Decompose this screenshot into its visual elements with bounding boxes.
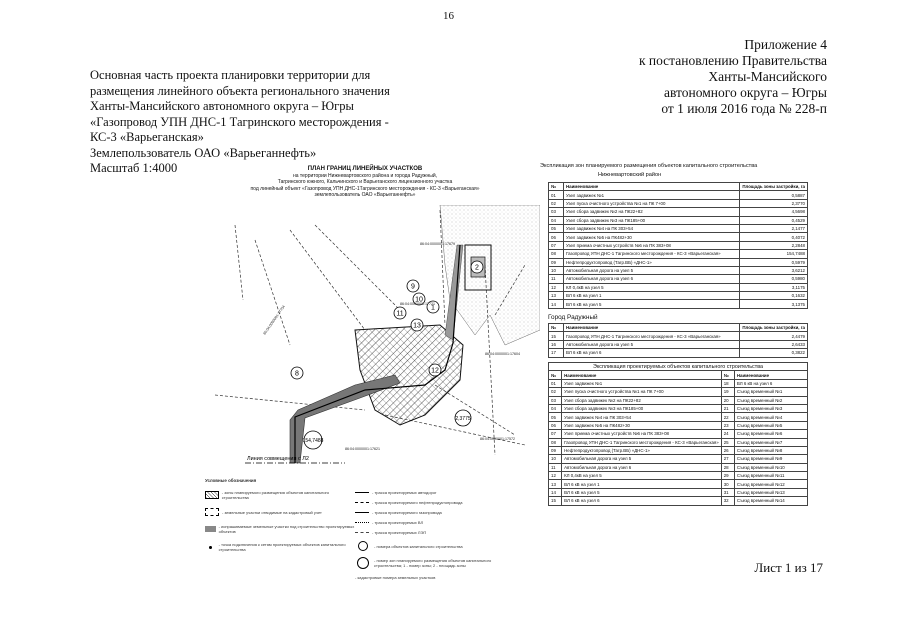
table-cell: 17 [549,349,564,357]
table-cell: Газопровод УПН ДНС-1 Тагринского месторождения - КС-3 «Варьеганская» [564,250,740,258]
table-cell: 12 [549,283,564,291]
project-line: Масштаб 1:4000 [90,161,178,175]
table-cell: Съезд временный №9 [734,455,807,463]
table-cell: 21 [721,404,734,412]
table-cell: Автомобильная дорога на узел 5 [562,455,722,463]
table-cell: 2,3770 [740,199,808,207]
table-row [549,332,808,340]
table-cell: Съезд временный №11 [734,472,807,480]
table-cell: 27 [721,455,734,463]
table-cell: 30 [721,480,734,488]
table-row [549,430,808,438]
site-plan-map [195,205,540,475]
table-row [549,413,808,421]
table-cell: 02 [549,388,562,396]
table-cell: Съезд временный №7 [734,438,807,446]
table-cell: 15 [549,332,564,340]
table-cell: 09 [549,258,564,266]
cadastral-label: 86:04:0000001:17604 [485,352,520,356]
table-cell: 2,1477 [740,224,808,232]
project-description [90,68,390,177]
table-cell: Газопровод УПН ДНС-1 Тагринского месторождения - КС-3 «Варьеганская» [562,438,722,446]
legend-swatch-zone [205,491,219,499]
table-row [549,480,808,488]
table-row [549,191,808,199]
legend-item: - испрашиваемые земельные участки под строительство проектируемых объектов [205,524,355,534]
legend-item: - трасса проектируемых автодорог [355,490,535,495]
table-cell: 13 [549,292,564,300]
cadastral-label: 86:04:0000001:17754 [262,304,286,336]
project-line: Ханты-Мансийского автономного округа – Югры [90,99,354,113]
table-cell: Узел сбора задвижек №2 на ПК22+82 [562,396,722,404]
table-cell: 0,5887 [740,191,808,199]
table-cell: ВЛ 6 кВ на узел 5 [562,488,722,496]
table-caption-row: Экспликация проектируемых объектов капитального строительства [549,363,808,371]
table-cell: 03 [549,208,564,216]
table-cell: 0,4529 [740,216,808,224]
table-header-row: № Наименование № Наименование [549,371,808,379]
table-cell: Газопровод УПН ДНС-1 Тагринского месторождения - КС-3 «Варьеганская» [564,332,740,340]
table-cell: 154,7488 [740,250,808,258]
table-cell: 0,5980 [740,275,808,283]
table-cell: 2,2848 [740,241,808,249]
table-row [549,497,808,505]
table-cell: ВЛ 6 кВ на узел 5 [564,300,740,308]
table-row [549,241,808,249]
table-cell: 07 [549,430,562,438]
legend-swatch-object-number [358,541,368,551]
legend-swatch-power-line [355,522,369,523]
table-cell: ВЛ 6 кВ на узел 1 [564,292,740,300]
table-cell: 22 [721,413,734,421]
table-cell: Съезд временный №8 [734,446,807,454]
table-cell: 3,6212 [740,266,808,274]
legend-item: - номер зон планируемого размещения объектов капитального строительства; 1 - номер зоны; 2 - площадь зоны [355,557,535,569]
legend-swatch-oil-pipeline [355,502,369,503]
table-cell: 06 [549,233,564,241]
legend-swatch-lep [355,532,369,533]
table-cell: Узел пуска очистного устройства №1 на ПК 7+00 [564,199,740,207]
table-row [549,404,808,412]
table-cell: 05 [549,413,562,421]
table-cell: 07 [549,241,564,249]
legend-title: Условные обозначения [205,478,257,483]
table-cell: Съезд временный №10 [734,463,807,471]
table-row [549,438,808,446]
legend-item: - трасса проектируемого нефтепродуктопровода [355,500,535,505]
legend-item: - трасса проектируемых ВЛ [355,520,535,525]
legend-swatch-point [209,546,212,549]
table-cell: 04 [549,216,564,224]
legend-swatch-gas-pipeline [355,512,369,513]
legend-item: - номера объектов капитального строительства [355,541,535,551]
legend-item: - кадастровые номера земельных участков [355,575,436,580]
table-cell: ВЛ 6 кВ на узел 1 [562,480,722,488]
cadastral-label: 86:04:0000001:17721 [400,302,435,306]
table-cell: 14 [549,300,564,308]
table-cell: Узел сбора задвижек №3 на ПК185+00 [562,404,722,412]
table-cell: 2,4479 [740,332,808,340]
zone-area-badge [455,410,471,426]
cadastral-label: 86:04:0000001:17572 [480,437,515,441]
svg-text:10: 10 [415,296,423,304]
table-row [549,472,808,480]
object-marker [291,367,303,379]
sheet-label: Лист 1 из 17 [754,560,823,575]
appendix-line: Приложение 4 [744,37,827,52]
table-cell: ВЛ 6 кВ на узел 6 [564,349,740,357]
table-row [549,379,808,387]
svg-text:154,7488: 154,7488 [302,438,324,444]
table-row [549,340,808,348]
table-cell: 06 [549,421,562,429]
table-cell: 23 [721,421,734,429]
table-cell: Съезд временный №4 [734,413,807,421]
map-subtitle: на территории Нижневартовского района и города Радужный, [292,172,438,179]
svg-text:2: 2 [475,264,479,272]
object-marker [394,307,406,319]
table-cell: 04 [549,404,562,412]
table-row [549,463,808,471]
map-subtitle: Тагринского южного, Кальчинского и Варьеганского лицензионного участка [277,179,453,186]
object-marker [471,261,483,273]
table-cell: Съезд временный №6 [734,430,807,438]
table-row [549,208,808,216]
object-marker [411,319,423,331]
table-cell: 3,1375 [740,300,808,308]
table-cell: 31 [721,488,734,496]
table-cell: 08 [549,438,562,446]
table-row [549,250,808,258]
legend-item: - трасса проектируемого газопровода [355,510,535,515]
legend [205,478,535,608]
table-header-row: № Наименование Площадь зоны застройки, га [549,183,808,191]
table-row [549,300,808,308]
zone-hatched-overlay [355,322,463,425]
table-cell: 05 [549,224,564,232]
objects-table [548,362,808,506]
table-cell: Съезд временный №5 [734,421,807,429]
table-cell: Узел приема очистных устройств №6 на ПК 383+08 [564,241,740,249]
appendix-block [597,37,827,117]
legend-swatch-zone-number [357,557,369,569]
table-cell: Узел пуска очистного устройства №1 на ПК 7+00 [562,388,722,396]
legend-swatch-road [355,492,369,493]
table-cell: Автомобильная дорога на узел 5 [564,340,740,348]
table-cell: 26 [721,446,734,454]
table-row [549,349,808,357]
object-marker [429,364,441,376]
table-cell: Узел сбора задвижек №3 на ПК185+00 [564,216,740,224]
project-line: «Газопровод УПН ДНС-1 Тагринского месторождения - [90,114,389,129]
table-cell: Автомобильная дорога на узел 5 [564,266,740,274]
map-title-block [240,166,490,199]
appendix-line: от 1 июля 2016 года № 228-п [661,101,827,116]
table-cell: Съезд временный №12 [734,480,807,488]
table-cell: 12 [549,472,562,480]
table-cell: 32 [721,497,734,505]
svg-text:11: 11 [396,310,404,318]
table-header-row: № Наименование Площадь зоны застройки, га [549,324,808,332]
table-cell: 18 [721,379,734,387]
table-row [549,396,808,404]
table-cell: 3,1175 [740,283,808,291]
table1-caption: Экспликация зон планируемого размещения объектов капитального строительства [540,163,758,169]
table-row [549,488,808,496]
svg-text:13: 13 [413,322,421,330]
table-cell: Узел приема очистных устройств №6 на ПК 383+08 [562,430,722,438]
table-cell: 0,4072 [740,233,808,241]
table-row [549,292,808,300]
table-cell: 25 [721,438,734,446]
table-row [549,233,808,241]
table-cell: 29 [721,472,734,480]
table-cell: 16 [549,340,564,348]
table-cell: Нефтепродуктопровод (Тагр.ВБ) «ДНС-1» [564,258,740,266]
table-cell: 10 [549,455,562,463]
table-cell: 11 [549,275,564,283]
table-cell: Съезд временный №2 [734,396,807,404]
table-cell: Съезд временный №1 [734,388,807,396]
table-cell: 10 [549,266,564,274]
svg-text:9: 9 [411,283,415,291]
map-title: ПЛАН ГРАНИЦ ЛИНЕЙНЫХ УЧАСТКОВ [307,166,423,172]
table-cell: Автомобильная дорога на узел 6 [564,275,740,283]
table-cell: 24 [721,430,734,438]
cadastral-label: 86:04:0000001:17621 [345,447,380,451]
table-row [549,199,808,207]
zones-table-city [548,323,808,358]
table-row [549,275,808,283]
zone-area-badge [303,431,324,449]
cadastral-label: 86:04:0000001:17679 [420,242,455,246]
table-cell: Узел задвижек №4 на ПК 303+54 [564,224,740,232]
project-line: КС-3 «Варьеганская» [90,130,204,144]
table-cell: 08 [549,250,564,258]
map-subtitle: землепользователь ОАО «Варьеганнефть» [314,192,416,199]
table-cell: Узел задвижек №5 на ПК482+30 [564,233,740,241]
appendix-line: автономного округа – Югры [664,85,827,100]
table-row [549,421,808,429]
legend-swatch-cadastral [205,508,219,516]
page-number: 16 [443,10,454,22]
table-cell: 4,5698 [740,208,808,216]
map-subtitle: под линейный объект «Газопровод УПН ДНС-1Тагринского месторождения - КС-3 «Варьеганская» [250,185,480,192]
project-line: размещения линейного объекта регионального значения [90,83,390,98]
table-row [549,216,808,224]
table-cell: 15 [549,497,562,505]
table-cell: 11 [549,463,562,471]
table-cell: Узел задвижек №1 [562,379,722,387]
table-cell: 0,3822 [740,349,808,357]
table1-region: Нижневартовский район [598,172,662,178]
appendix-line: Ханты-Мансийского [708,69,827,84]
table-row [549,266,808,274]
zones-table-district [548,182,808,309]
table-row [549,224,808,232]
table-cell: 01 [549,379,562,387]
table-cell: 19 [721,388,734,396]
table-cell: Узел задвижек №1 [564,191,740,199]
table-cell: 01 [549,191,564,199]
project-line: Основная часть проекта планировки территории для [90,68,371,82]
object-marker [407,280,419,292]
legend-item: - трасса проектируемых ЛЭП [355,530,535,535]
table-row [549,258,808,266]
table-cell: Узел сбора задвижек №2 на ПК22+82 [564,208,740,216]
table-row [549,455,808,463]
combine-line-label: Линия совмещения с Л2 [247,456,309,462]
table-cell: 28 [721,463,734,471]
appendix-line: к постановлению Правительства [638,53,827,68]
table-cell: 02 [549,199,564,207]
project-line: Землепользователь ОАО «Варьеганнефть» [90,145,317,160]
table-cell: Съезд временный №14 [734,497,807,505]
table-cell: ВЛ 6 кВ на узел 6 [734,379,807,387]
table-cell: 0,5979 [740,258,808,266]
legend-item: - точка подключения к сетям проектируемых объектов капитального строительства [205,542,355,552]
svg-text:12: 12 [431,367,439,375]
table2-caption: Город Радужный [548,314,598,321]
svg-text:8: 8 [295,370,299,378]
svg-text:1: 1 [431,304,435,312]
table-cell: Съезд временный №3 [734,404,807,412]
table-cell: ВЛ 6 кВ на узел 6 [562,497,722,505]
legend-item: - зоны планируемого размещения объектов капитального строительства [205,490,355,500]
table-cell: 09 [549,446,562,454]
table-cell: Нефтепродуктопровод (Тагр.ВБ) «ДНС-1» [562,446,722,454]
svg-text:2,3775: 2,3775 [455,416,471,422]
table-cell: 2,6433 [740,340,808,348]
table-row [549,283,808,291]
table-row [549,388,808,396]
table-cell: 13 [549,480,562,488]
table-cell: Автомобильная дорога на узел 6 [562,463,722,471]
table-cell: 0,1632 [740,292,808,300]
table-cell: 14 [549,488,562,496]
table-cell: КЛ 0,4кВ на узел 5 [562,472,722,480]
table-cell: КЛ 0,4кВ на узел 5 [564,283,740,291]
table-cell: Узел задвижек №4 на ПК 303+54 [562,413,722,421]
table-cell: 20 [721,396,734,404]
table-cell: Узел задвижек №5 на ПК482+30 [562,421,722,429]
legend-swatch-plots [205,526,216,532]
table-cell: Съезд временный №13 [734,488,807,496]
table-row [549,446,808,454]
table-cell: 03 [549,396,562,404]
legend-item: - земельные участки отводимые на кадастровый учет [205,508,355,516]
